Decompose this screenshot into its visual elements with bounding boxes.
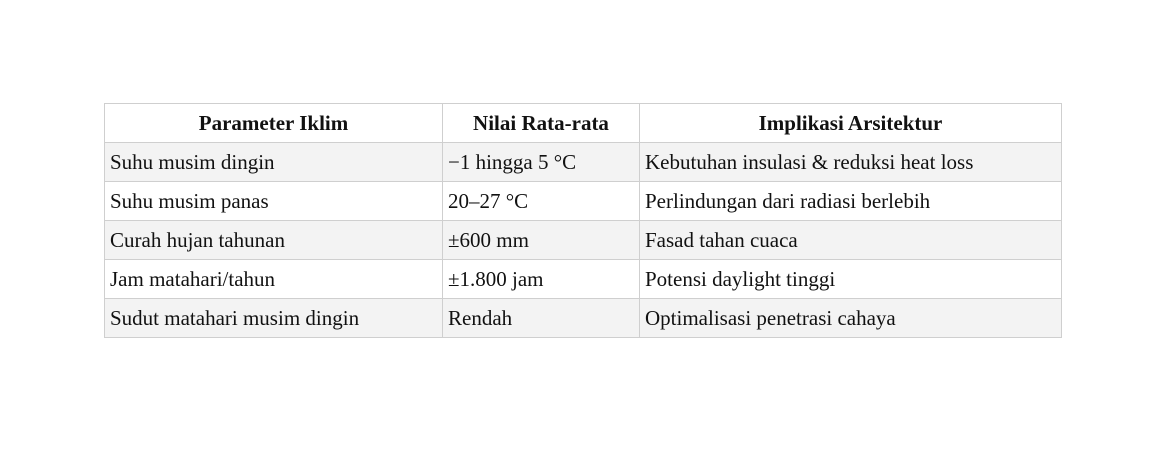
header-average-value: Nilai Rata-rata xyxy=(443,104,640,143)
table-row xyxy=(105,182,1062,221)
header-parameter: Parameter Iklim xyxy=(105,104,443,143)
table-header-row xyxy=(105,104,1062,143)
cell-implication: Optimalisasi penetrasi cahaya xyxy=(640,299,1062,338)
cell-value: Rendah xyxy=(443,299,640,338)
cell-implication: Perlindungan dari radiasi berlebih xyxy=(640,182,1062,221)
cell-implication: Potensi daylight tinggi xyxy=(640,260,1062,299)
table-row xyxy=(105,221,1062,260)
cell-value: ±1.800 jam xyxy=(443,260,640,299)
cell-value: 20–27 °C xyxy=(443,182,640,221)
cell-value: −1 hingga 5 °C xyxy=(443,143,640,182)
cell-parameter: Jam matahari/tahun xyxy=(105,260,443,299)
climate-table xyxy=(104,103,1062,338)
table-row xyxy=(105,143,1062,182)
header-architectural-implication: Implikasi Arsitektur xyxy=(640,104,1062,143)
cell-implication: Fasad tahan cuaca xyxy=(640,221,1062,260)
table-row xyxy=(105,260,1062,299)
cell-parameter: Suhu musim dingin xyxy=(105,143,443,182)
cell-parameter: Sudut matahari musim dingin xyxy=(105,299,443,338)
cell-parameter: Curah hujan tahunan xyxy=(105,221,443,260)
table-row xyxy=(105,299,1062,338)
cell-implication: Kebutuhan insulasi & reduksi heat loss xyxy=(640,143,1062,182)
cell-value: ±600 mm xyxy=(443,221,640,260)
cell-parameter: Suhu musim panas xyxy=(105,182,443,221)
climate-table-container xyxy=(104,103,1062,338)
